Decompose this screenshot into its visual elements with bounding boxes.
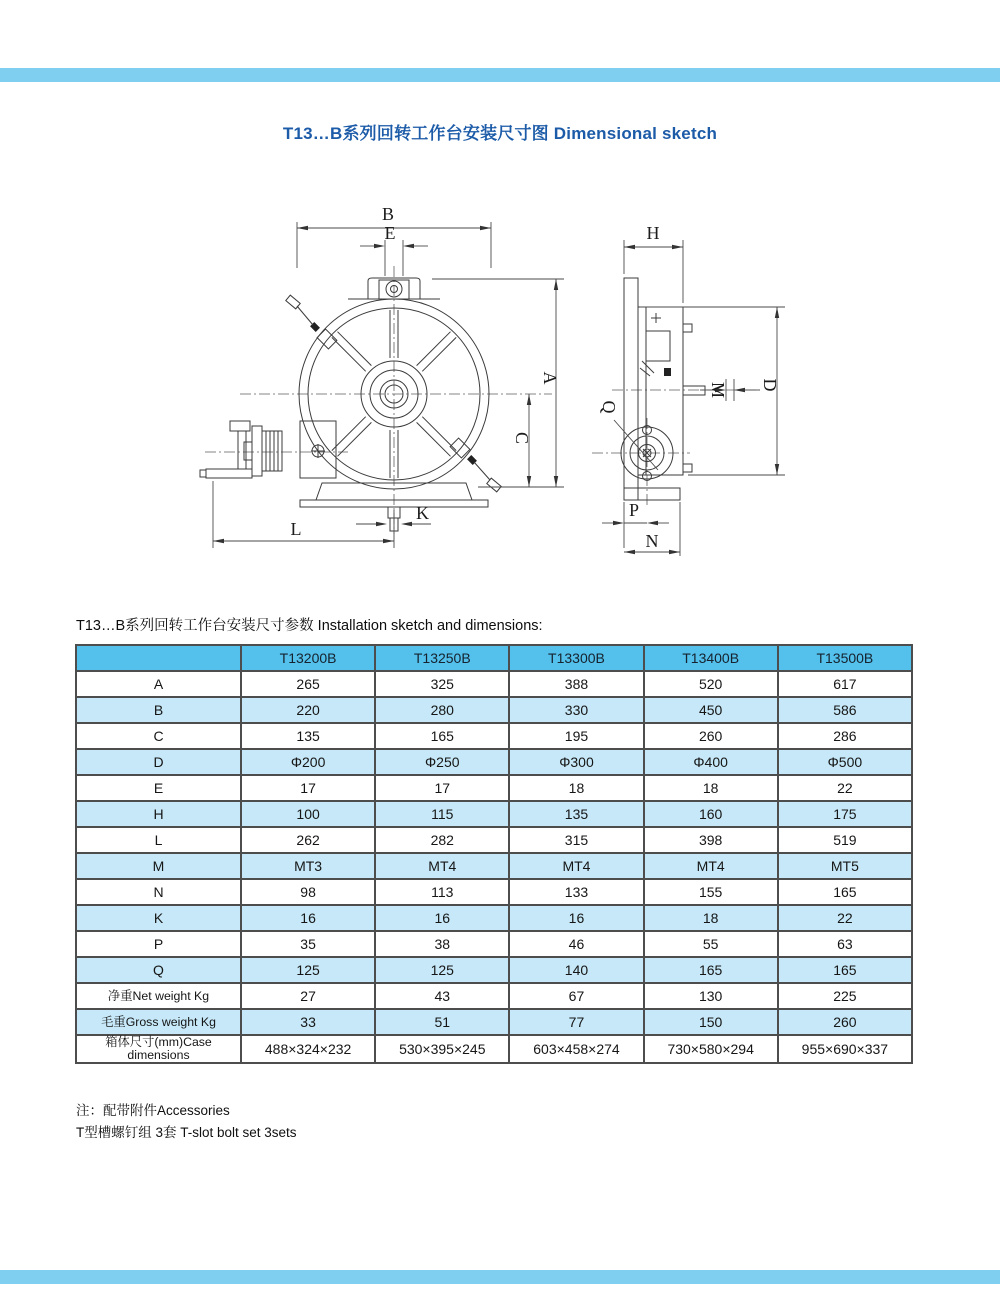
column-header: T13400B: [644, 645, 778, 671]
column-header: T13250B: [375, 645, 509, 671]
table-cell: 519: [778, 827, 912, 853]
dim-label-H: H: [646, 223, 660, 243]
table-row: [76, 1009, 912, 1035]
table-cell: 315: [509, 827, 643, 853]
table-cell: 135: [509, 801, 643, 827]
table-cell: 195: [509, 723, 643, 749]
table-cell: 286: [778, 723, 912, 749]
table-cell: 27: [241, 983, 375, 1009]
dim-label-Q: Q: [599, 400, 619, 414]
footer-bar: [0, 1270, 1000, 1284]
row-label: B: [76, 697, 241, 723]
table-cell: 280: [375, 697, 509, 723]
table-row: [76, 853, 912, 879]
table-cell: 46: [509, 931, 643, 957]
table-cell: 43: [375, 983, 509, 1009]
table-cell: 18: [509, 775, 643, 801]
table-row: [76, 879, 912, 905]
table-cell: 115: [375, 801, 509, 827]
table-cell: 155: [644, 879, 778, 905]
note-tslot-bolts: T型槽螺钉组 3套 T-slot bolt set 3sets: [76, 1125, 297, 1141]
dimensions-table: [75, 644, 913, 1064]
dim-label-D: D: [760, 378, 780, 392]
dim-label-P: P: [628, 500, 640, 520]
table-cell: 488×324×232: [241, 1035, 375, 1063]
table-cell: 63: [778, 931, 912, 957]
dim-label-K: K: [416, 503, 429, 523]
table-cell: 730×580×294: [644, 1035, 778, 1063]
column-header: T13200B: [241, 645, 375, 671]
table-cell: 260: [778, 1009, 912, 1035]
row-label: L: [76, 827, 241, 853]
row-label: C: [76, 723, 241, 749]
table-cell: MT4: [644, 853, 778, 879]
table-cell: 955×690×337: [778, 1035, 912, 1063]
table-cell: 125: [375, 957, 509, 983]
table-cell: 22: [778, 775, 912, 801]
table-cell: Φ400: [644, 749, 778, 775]
table-cell: 225: [778, 983, 912, 1009]
row-label: K: [76, 905, 241, 931]
table-cell: MT4: [509, 853, 643, 879]
table-cell: 18: [644, 905, 778, 931]
dim-label-C: C: [512, 431, 532, 445]
column-header: T13300B: [509, 645, 643, 671]
table-cell: MT4: [375, 853, 509, 879]
table-cell: 398: [644, 827, 778, 853]
header-bar: [0, 68, 1000, 82]
table-cell: MT5: [778, 853, 912, 879]
row-label: D: [76, 749, 241, 775]
table-cell: 77: [509, 1009, 643, 1035]
dim-label-A: A: [540, 371, 560, 385]
table-cell: 220: [241, 697, 375, 723]
table-cell: 140: [509, 957, 643, 983]
table-cell: 150: [644, 1009, 778, 1035]
table-cell: 16: [241, 905, 375, 931]
center-lines: [205, 266, 552, 534]
table-row: [76, 723, 912, 749]
dimensions-table-body: [76, 645, 912, 1063]
table-cell: 262: [241, 827, 375, 853]
table-cell: 330: [509, 697, 643, 723]
table-cell: Φ300: [509, 749, 643, 775]
row-label: E: [76, 775, 241, 801]
row-label: A: [76, 671, 241, 697]
table-cell: 33: [241, 1009, 375, 1035]
table-cell: Φ250: [375, 749, 509, 775]
dim-label-L: L: [290, 519, 302, 539]
table-cell: 617: [778, 671, 912, 697]
table-row: [76, 749, 912, 775]
dim-P: [602, 500, 669, 548]
table-header-row: [76, 645, 912, 671]
table-cell: 55: [644, 931, 778, 957]
table-row: [76, 983, 912, 1009]
row-label: 净重Net weight Kg: [76, 983, 241, 1009]
table-cell: 100: [241, 801, 375, 827]
table-cell: 98: [241, 879, 375, 905]
row-label: H: [76, 801, 241, 827]
front-view: [200, 204, 564, 548]
table-cell: 22: [778, 905, 912, 931]
table-cell: 16: [509, 905, 643, 931]
table-cell: 450: [644, 697, 778, 723]
table-cell: 35: [241, 931, 375, 957]
table-cell: 165: [778, 957, 912, 983]
table-cell: 175: [778, 801, 912, 827]
table-cell: 51: [375, 1009, 509, 1035]
note-accessories: 注：配带附件Accessories: [76, 1103, 230, 1118]
table-cell: 388: [509, 671, 643, 697]
row-label: M: [76, 853, 241, 879]
table-section-title: T13…B系列回转工作台安装尺寸参数 Installation sketch and dimensions:: [76, 618, 543, 634]
table-row: [76, 775, 912, 801]
table-row: [76, 905, 912, 931]
dim-K: [356, 503, 431, 526]
table-cell: 265: [241, 671, 375, 697]
row-label: 毛重Gross weight Kg: [76, 1009, 241, 1035]
corner-cell: [76, 645, 241, 671]
dimensional-sketch: [180, 200, 840, 570]
dim-L: [213, 481, 394, 548]
dim-A: [432, 279, 564, 487]
table-cell: 520: [644, 671, 778, 697]
table-cell: Φ500: [778, 749, 912, 775]
dim-label-M: M: [708, 381, 728, 399]
table-cell: 165: [778, 879, 912, 905]
dim-label-B: B: [381, 204, 395, 224]
table-cell: 586: [778, 697, 912, 723]
table-cell: 530×395×245: [375, 1035, 509, 1063]
table-cell: 603×458×274: [509, 1035, 643, 1063]
table-cell: 18: [644, 775, 778, 801]
table-row: [76, 957, 912, 983]
row-label: Q: [76, 957, 241, 983]
table-row: [76, 827, 912, 853]
dim-label-E: E: [384, 223, 396, 243]
table-cell: 17: [241, 775, 375, 801]
table-cell: 325: [375, 671, 509, 697]
table-cell: 125: [241, 957, 375, 983]
table-cell: 17: [375, 775, 509, 801]
table-cell: 38: [375, 931, 509, 957]
table-cell: Φ200: [241, 749, 375, 775]
table-cell: MT3: [241, 853, 375, 879]
table-cell: 165: [644, 957, 778, 983]
clamp-handle-upper-left: [286, 295, 337, 349]
table-cell: 135: [241, 723, 375, 749]
table-row: [76, 931, 912, 957]
side-view: [592, 223, 785, 556]
row-label: N: [76, 879, 241, 905]
table-cell: 67: [509, 983, 643, 1009]
row-label: P: [76, 931, 241, 957]
table-row: [76, 697, 912, 723]
table-cell: 165: [375, 723, 509, 749]
table-row: [76, 801, 912, 827]
notes: [76, 1100, 297, 1145]
page-title: T13…B系列回转工作台安装尺寸图 Dimensional sketch: [282, 124, 718, 143]
table-row: [76, 671, 912, 697]
table-cell: 130: [644, 983, 778, 1009]
table-cell: 260: [644, 723, 778, 749]
table-cell: 133: [509, 879, 643, 905]
column-header: T13500B: [778, 645, 912, 671]
table-cell: 16: [375, 905, 509, 931]
table-cell: 282: [375, 827, 509, 853]
dim-H: [624, 223, 683, 303]
table-cell: 113: [375, 879, 509, 905]
table-row: [76, 1035, 912, 1063]
table-cell: 160: [644, 801, 778, 827]
row-label: 箱体尺寸(mm)Case dimensions: [76, 1035, 241, 1063]
dim-label-N: N: [645, 531, 659, 551]
dim-C: [512, 394, 532, 487]
